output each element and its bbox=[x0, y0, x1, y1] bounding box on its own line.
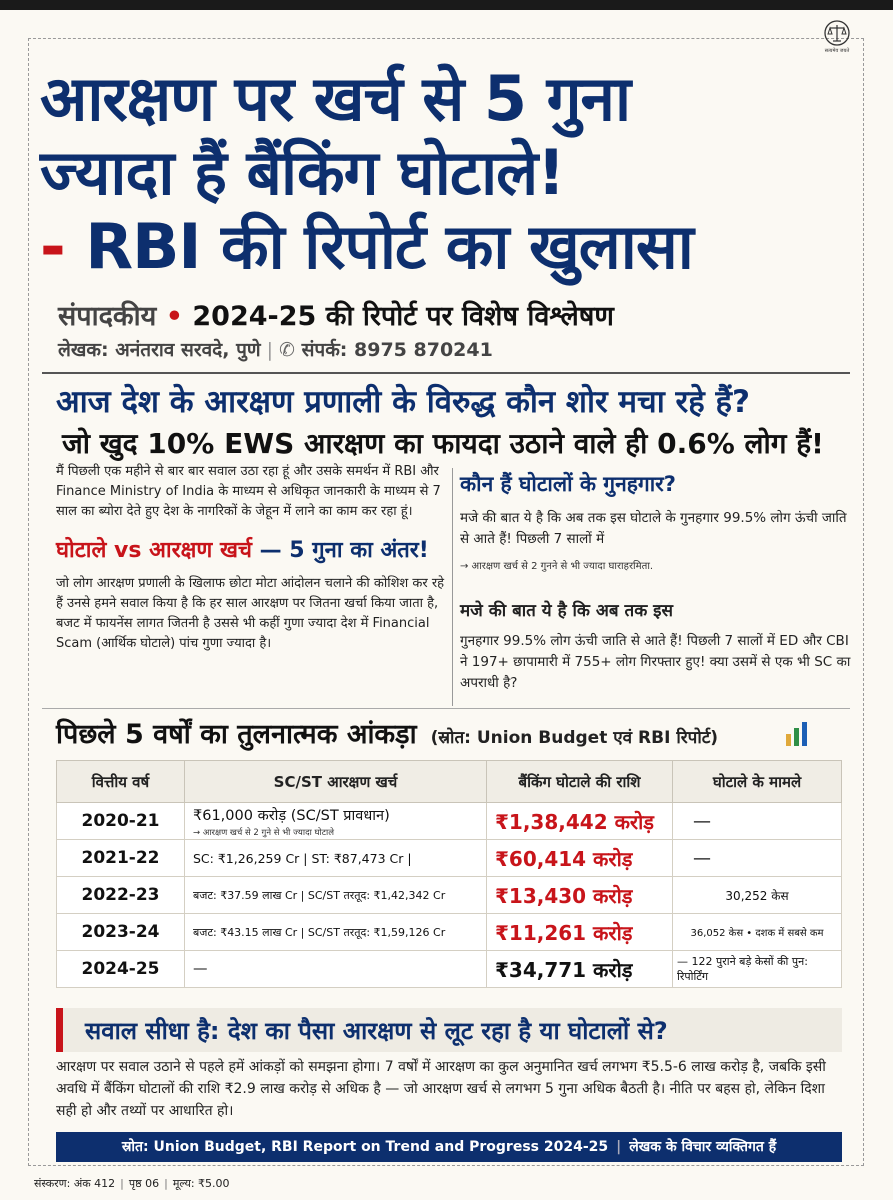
table-row: 2022-23 बजट: ₹37.59 लाख Cr | SC/ST तरतूद: ₹1,42,342 Cr ₹13,430 करोड़ 30,252 केस bbox=[57, 877, 842, 914]
source-footer: स्रोत: Union Budget, RBI Report on Trend and Progress 2024-25 | लेखक के विचार व्यक्तिगत हैं bbox=[56, 1132, 842, 1162]
section-label: संपादकीय bbox=[58, 301, 157, 332]
headline-dash: - bbox=[40, 210, 65, 283]
left-column bbox=[56, 462, 454, 654]
divider-line bbox=[42, 372, 850, 374]
column-divider bbox=[452, 468, 453, 706]
footer-source: स्रोत: Union Budget, RBI Report on Trend and Progress 2024-25 bbox=[121, 1139, 609, 1155]
comparison-table bbox=[56, 760, 842, 988]
comparison-title: पिछले 5 वर्षों का तुलनात्मक आंकड़ा (स्रोत: Union Budget एवं RBI रिपोर्ट) bbox=[56, 719, 719, 750]
callout-box bbox=[56, 1008, 842, 1052]
byline-author: लेखक: अनंतराव सरवदे, पुणे | ✆ संपर्क: 8975 870241 bbox=[58, 339, 493, 361]
left-paragraph-1: मैं पिछली एक महीने से बार बार सवाल उठा रहा हूं और उसके समर्थन में RBI और Finance Ministry of India के माध्यम से अधिकृत जानकारी के माध्यम से 7 साल का ब्योरा देते हुए देश के नागरिकों के जेहून में लाने का काम कर रहा हूं। bbox=[56, 464, 441, 519]
byline-section bbox=[58, 296, 614, 333]
headline-line-2: ज्यादा हैं बैंकिंग घोटाले! bbox=[40, 136, 565, 209]
table-header-row bbox=[57, 761, 842, 803]
header-budget: SC/ST आरक्षण खर्च bbox=[185, 761, 487, 803]
price: मूल्य: ₹5.00 bbox=[172, 1177, 230, 1190]
headline bbox=[40, 62, 830, 284]
header-year: वित्तीय वर्ष bbox=[57, 761, 185, 803]
callout-text: सवाल सीधा है: देश का पैसा आरक्षण से लूट रहा है या घोटालों से? bbox=[85, 1017, 668, 1045]
right-paragraph-2: गुनहगार 99.5% लोग ऊंची जाति से आते हैं! पिछली 7 सालों में ED और CBI ने 197+ छापामारी में 755+ लोग गिरफ्तार हुए! क्या उसमें से एक भी SC का अपराधी है? bbox=[460, 633, 851, 691]
main-claim: जो खुद 10% EWS आरक्षण का फायदा उठाने वाले ही 0.6% लोग हैं! bbox=[62, 427, 824, 460]
headline-line-3: - RBI की रिपोर्ट का खुलासा bbox=[40, 210, 693, 283]
table-row: 2020-21 ₹61,000 करोड़ (SC/ST प्रावधान) → आरक्षण खर्च से 2 गुने से भी ज्यादा घोटाले ₹1,38,442 करोड़ — bbox=[57, 803, 842, 840]
right-subheading: मजे की बात ये है कि अब तक इस bbox=[460, 601, 674, 621]
national-emblem bbox=[812, 18, 862, 62]
footer-disclaimer: लेखक के विचार व्यक्तिगत हैं bbox=[629, 1139, 777, 1155]
edition-number: संस्करण: अंक 412 bbox=[34, 1177, 116, 1190]
table-row: 2023-24 बजट: ₹43.15 लाख Cr | SC/ST तरतूद: ₹1,59,126 Cr ₹11,261 करोड़ 36,052 केस • दशक में सबसे कम bbox=[57, 914, 842, 951]
top-border bbox=[0, 0, 893, 10]
bar-chart-icon bbox=[786, 722, 810, 746]
headline-line-1: आरक्षण पर खर्च से 5 गुना bbox=[40, 62, 631, 135]
scales-of-justice-icon bbox=[824, 18, 850, 48]
main-question: आज देश के आरक्षण प्रणाली के विरुद्ध कौन शोर मचा रहे हैं? bbox=[56, 384, 750, 420]
page-number: पृष्ठ 06 bbox=[128, 1177, 160, 1190]
left-subheading: घोटाले vs आरक्षण खर्च — 5 गुना का अंतर! bbox=[56, 538, 429, 563]
bullet-dot: • bbox=[165, 301, 183, 332]
right-paragraph-1: मजे की बात ये है कि अब तक इस घोटाले के गुनहगार 99.5% लोग ऊंची जाति से आते हैं! पिछली 7 सालों में bbox=[460, 510, 847, 547]
left-paragraph-2: जो लोग आरक्षण प्रणाली के खिलाफ छोटा मोटा आंदोलन चलाने की कोशिश कर रहे हैं उनसे हमने सवाल किया है कि हर साल आरक्षण पर जितना खर्चा किया जाता है, बजट में फायनेंस लागत जितनी है उससे भी कहीं गुणा ज्यादा देश में Financial Scam (आर्थिक घोटाले) पांच गुणा ज्यादा है। bbox=[56, 576, 445, 651]
right-note: → आरक्षण खर्च से 2 गुनने से भी ज्यादा घाराहरमिता. bbox=[460, 561, 654, 572]
author-name: लेखक: अनंतराव सरवदे, पुणे bbox=[58, 339, 261, 361]
header-fraud: बैंकिंग घोटाले की राशि bbox=[487, 761, 673, 803]
phone-icon: ✆ bbox=[279, 339, 295, 361]
comparison-source: (स्रोत: Union Budget एवं RBI रिपोर्ट) bbox=[430, 728, 719, 748]
conclusion-paragraph: आरक्षण पर सवाल उठाने से पहले हमें आंकड़ों को समझना होगा। 7 वर्षों में आरक्षण का कुल अनुमानित खर्च लगभग ₹5.5-6 लाख करोड़ है, जबकि इसी अवधि में बैंकिंग घोटालों की राशि ₹2.9 लाख करोड़ से अधिक है — जो आरक्षण खर्च से लगभग 5 गुना अधिक बैठती है। नीति पर बहस हो, लेकिन दिशा सही हो और तथ्यों पर आधारित हो। bbox=[56, 1059, 826, 1119]
table-row: 2024-25 — ₹34,771 करोड़ — 122 पुराने बड़े केसों की पुन: रिपोर्टिंग bbox=[57, 951, 842, 988]
imprint-line: संस्करण: अंक 412 | पृष्ठ 06 | मूल्य: ₹5.00 bbox=[34, 1177, 230, 1190]
contact-number: संपर्क: 8975 870241 bbox=[301, 339, 493, 361]
right-column bbox=[460, 470, 854, 694]
report-subtitle: 2024-25 की रिपोर्ट पर विशेष विश्लेषण bbox=[192, 301, 614, 332]
section-divider bbox=[42, 708, 850, 709]
table-row: 2021-22 SC: ₹1,26,259 Cr | ST: ₹87,473 Cr | ₹60,414 करोड़ — bbox=[57, 840, 842, 877]
header-cases: घोटाले के मामले bbox=[673, 761, 842, 803]
emblem-motto: सत्यमेव जयते bbox=[824, 48, 850, 54]
right-heading: कौन हैं घोटालों के गुनहगार? bbox=[460, 472, 676, 496]
